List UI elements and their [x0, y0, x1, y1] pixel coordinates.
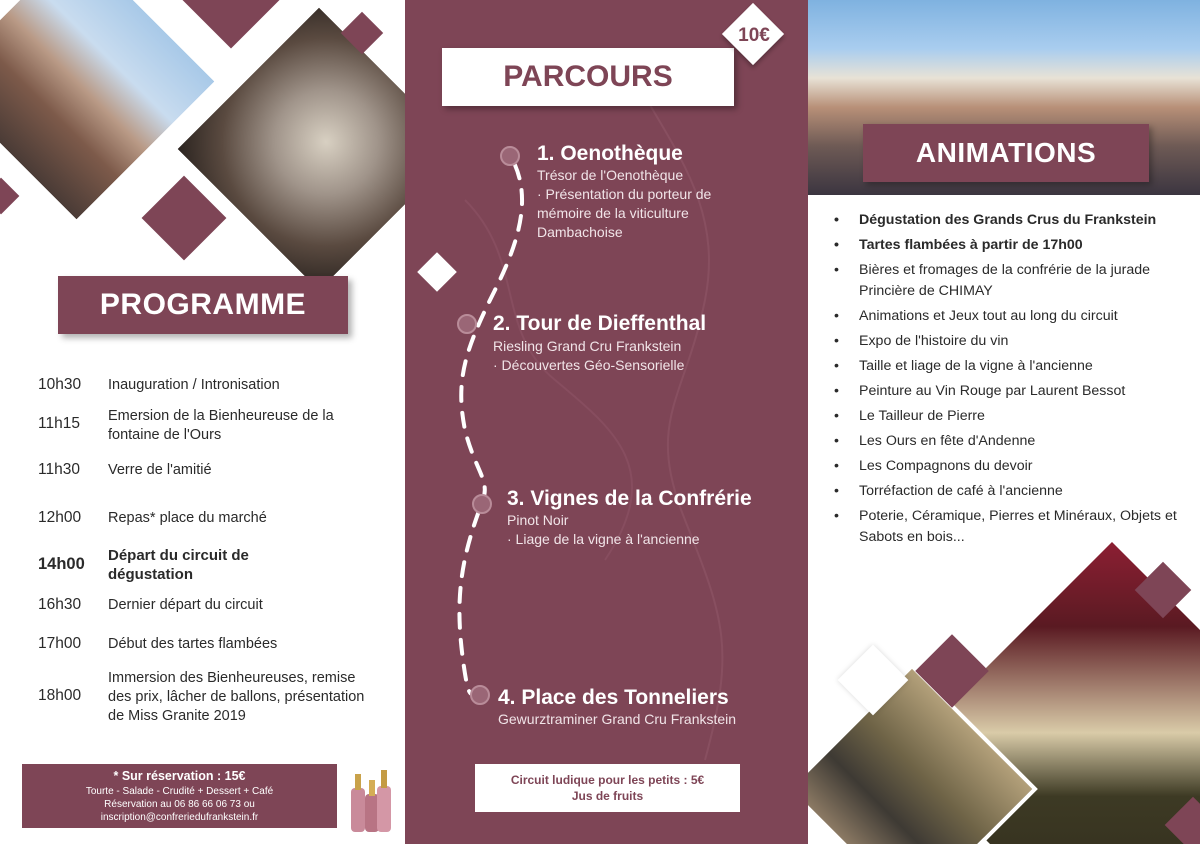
reservation-phone: Réservation au 06 86 66 06 73 ou [104, 799, 255, 810]
stop-title: 3. Vignes de la Confrérie [507, 487, 752, 510]
decor-diamond [0, 178, 19, 215]
animation-item: • Expo de l'histoire du vin [832, 331, 1192, 352]
schedule-time: 10h30 [38, 376, 82, 393]
schedule-time: 12h00 [38, 509, 82, 526]
schedule-time: 11h30 [38, 461, 80, 478]
schedule-event: Départ du circuit de dégustation [108, 547, 249, 583]
animation-item: • Le Tailleur de Pierre [832, 406, 1192, 427]
animation-item: • Peinture au Vin Rouge par Laurent Bessot [832, 381, 1192, 402]
programme-title: PROGRAMME [58, 276, 348, 334]
stop-title: 2. Tour de Dieffenthal [493, 312, 707, 335]
stop-line: mémoire de la viticulture [537, 205, 689, 221]
schedule-time: 18h00 [38, 687, 82, 704]
animation-item: • Taille et liage de la vigne à l'ancienne [832, 356, 1192, 377]
animation-item: • Animations et Jeux tout au long du circuit [832, 306, 1192, 327]
stop-line: · Présentation du porteur de [537, 186, 712, 202]
stop-marker [470, 685, 490, 705]
stop-line: Dambachoise [537, 224, 623, 240]
animation-item: • Dégustation des Grands Crus du Frankstein [832, 210, 1192, 231]
kids-circuit-box [475, 764, 740, 812]
wine-bottles-illustration [345, 766, 395, 836]
parcours-panel [405, 0, 808, 844]
stop-line: · Liage de la vigne à l'ancienne [507, 531, 700, 547]
stop-line: Trésor de l'Oenothèque [537, 167, 684, 183]
stop-line: · Découvertes Géo-Sensorielle [493, 357, 685, 373]
kids-circuit-price: Circuit ludique pour les petits : 5€ [510, 773, 705, 787]
reservation-box [22, 764, 337, 828]
kids-circuit-juice: Jus de fruits [571, 789, 644, 803]
reservation-menu: Tourte - Salade - Crudité + Dessert + Café [85, 786, 274, 797]
stop-description [493, 337, 684, 375]
parcours-title: PARCOURS [442, 48, 734, 106]
reservation-heading: * Sur réservation : 15€ [113, 769, 246, 783]
stop-marker [457, 314, 477, 334]
schedule-time: 11h15 [38, 415, 80, 432]
schedule-event: Immersion des Bienheureuses, remise des prix, lâcher de ballons, présentation de Miss Granite 2019 [108, 670, 365, 724]
animation-item: • Les Compagnons du devoir [832, 456, 1192, 477]
animation-item: • Les Ours en fête d'Andenne [832, 431, 1192, 452]
schedule-event: Emersion de la Bienheureuse de la fontaine de l'Ours [108, 408, 334, 443]
price-label: 10€ [738, 25, 770, 46]
stop-marker [472, 494, 492, 514]
schedule-event: Repas* place du marché [108, 510, 267, 526]
animations-list [832, 210, 1192, 552]
stop-title: 4. Place des Tonneliers [498, 686, 729, 709]
schedule-event: Dernier départ du circuit [108, 597, 263, 613]
schedule-time: 14h00 [38, 555, 85, 573]
schedule-event: Verre de l'amitié [108, 462, 212, 478]
animation-item: • Bières et fromages de la confrérie de la jurade Princière de CHIMAY [832, 260, 1192, 302]
schedule-event: Inauguration / Intronisation [108, 377, 280, 393]
stop-marker [500, 146, 520, 166]
stop-line: Pinot Noir [507, 512, 569, 528]
stop-title: 1. Oenothèque [537, 142, 683, 165]
animation-item: • Poterie, Céramique, Pierres et Minéraux, Objets et Sabots en bois... [832, 506, 1192, 548]
animation-item: • Tartes flambées à partir de 17h00 [832, 235, 1192, 256]
stop-description [507, 511, 700, 549]
animation-item: • Torréfaction de café à l'ancienne [832, 481, 1192, 502]
schedule-event: Début des tartes flambées [108, 636, 278, 652]
stop-line: Riesling Grand Cru Frankstein [493, 338, 682, 354]
animations-title: ANIMATIONS [863, 124, 1149, 182]
schedule-time: 16h30 [38, 596, 82, 613]
schedule-time: 17h00 [38, 635, 82, 652]
stop-description [537, 166, 711, 242]
reservation-email: inscription@confreriedufrankstein.fr [100, 812, 259, 823]
programme-panel [0, 0, 405, 844]
stop-description [498, 710, 736, 729]
stop-line: Gewurztraminer Grand Cru Frankstein [498, 711, 737, 727]
decor-diamond [182, 0, 281, 48]
animations-panel [808, 0, 1200, 844]
